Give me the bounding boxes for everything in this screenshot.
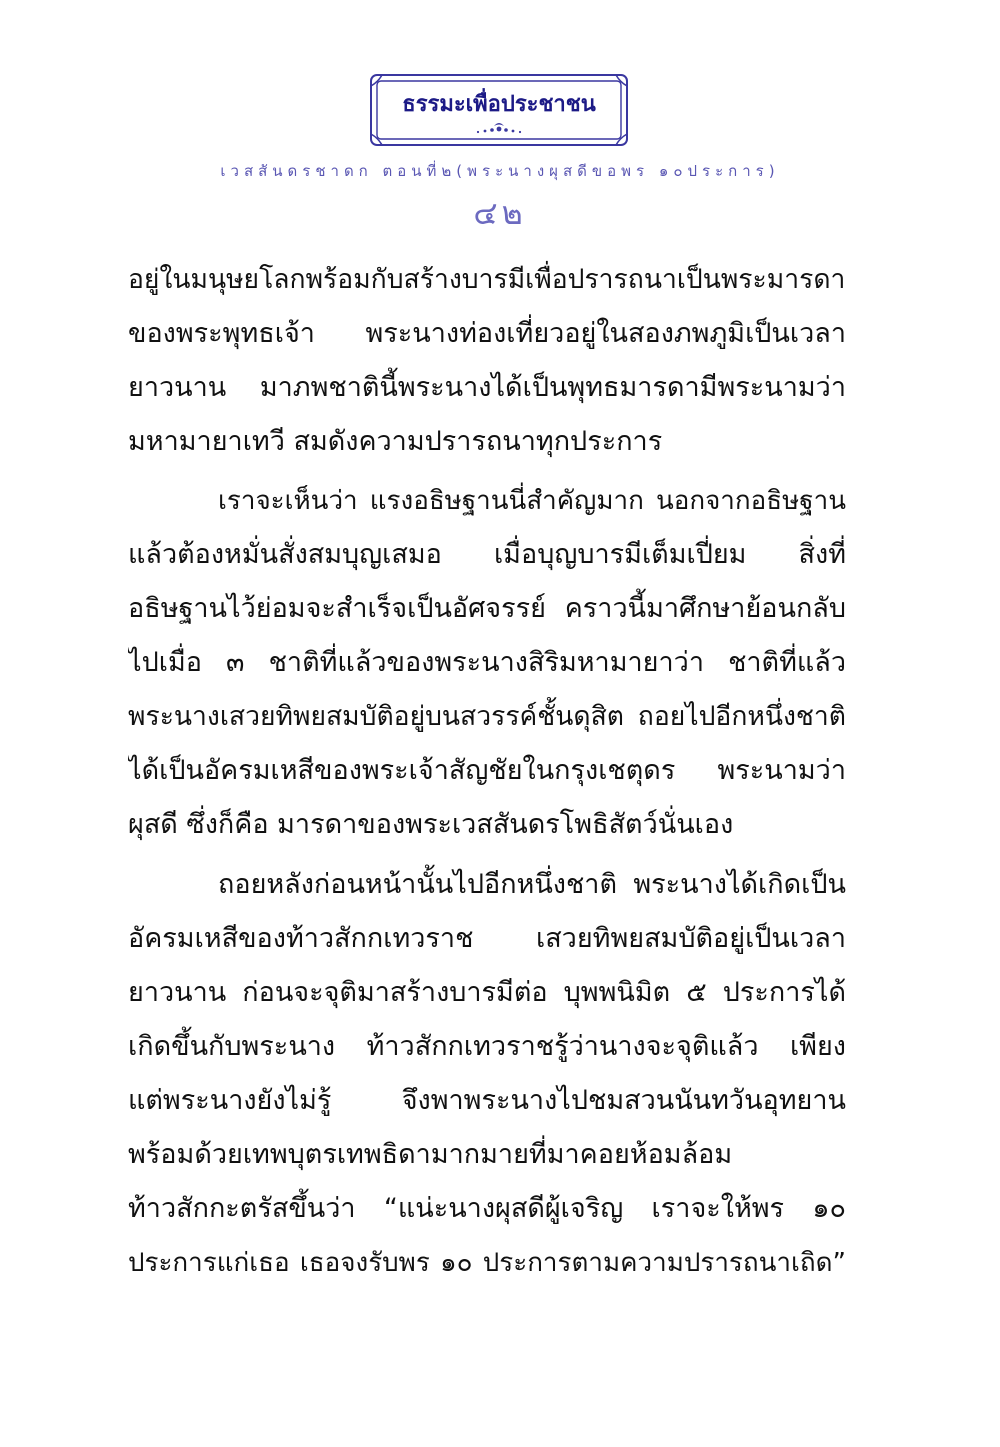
text-line: เกิดขึ้นกับพระนาง ท้าวสักกเทวราชรู้ว่านางจะจุติแล้ว เพียง <box>128 1031 846 1062</box>
text-line: เราจะเห็นว่า แรงอธิษฐานนี่สำคัญมาก นอกจากอธิษฐาน <box>218 486 846 516</box>
page-number: ๔๒ <box>473 194 527 232</box>
text-line: ผุสดี ซึ่งก็คือ มารดาของพระเวสสันดรโพธิสัตว์นั่นเอง <box>128 809 734 840</box>
text-line: ไปเมื่อ ๓ ชาติที่แล้วของพระนางสิริมหามายาว่า ชาติที่แล้ว <box>128 647 846 678</box>
text-line: ท้าวสักกะตรัสขึ้นว่า “แน่ะนางผุสดีผู้เจริญ เราจะให้พร ๑๐ <box>128 1193 846 1224</box>
text-line: มหามายาเทวี สมดังความปรารถนาทุกประการ <box>128 426 663 457</box>
text-line: อัครมเหสีของท้าวสักกเทวราช เสวยทิพยสมบัติอยู่เป็นเวลา <box>128 923 846 954</box>
text-line: อยู่ในมนุษยโลกพร้อมกับสร้างบารมีเพื่อปรารถนาเป็นพระมารดา <box>128 264 846 295</box>
text-line: ยาวนาน ก่อนจะจุติมาสร้างบารมีต่อ บุพพนิมิต ๕ ประการได้ <box>128 977 846 1008</box>
text-line: ประการแก่เธอ เธอจงรับพร ๑๐ ประการตามความปรารถนาเถิด” <box>128 1248 846 1278</box>
text-line: ได้เป็นอัครมเหสีของพระเจ้าสัญชัยในกรุงเชตุดร พระนามว่า <box>128 755 846 786</box>
text-line: ถอยหลังก่อนหน้านั้นไปอีกหนึ่งชาติ พระนางได้เกิดเป็น <box>218 869 846 900</box>
text-line: พระนางเสวยทิพยสมบัติอยู่บนสวรรค์ชั้นดุสิต ถอยไปอีกหนึ่งชาติ <box>128 701 846 732</box>
text-line: ยาวนาน มาภพชาตินี้พระนางได้เป็นพุทธมารดามีพระนามว่า <box>128 372 846 403</box>
text-line: แล้วต้องหมั่นสั่งสมบุญเสมอ เมื่อบุญบารมีเต็มเปี่ยม สิ่งที่ <box>128 539 846 570</box>
text-line: พร้อมด้วยเทพบุตรเทพธิดามากมายที่มาคอยห้อมล้อม <box>128 1139 733 1170</box>
text-line: แต่พระนางยังไม่รู้ จึงพาพระนางไปชมสวนนันทวันอุทยาน <box>128 1085 846 1116</box>
text-line: อธิษฐานไว้ย่อมจะสำเร็จเป็นอัศจรรย์ คราวนี้มาศึกษาย้อนกลับ <box>128 593 846 624</box>
text-line: ของพระพุทธเจ้า พระนางท่องเที่ยวอยู่ในสองภพภูมิเป็นเวลา <box>128 318 846 349</box>
logo-title: ธรรมะเพื่อประชาชน <box>402 92 596 117</box>
running-header: เวสสันดรชาดก ตอนที่๒(พระนางผุสดีขอพร ๑๐ประการ) <box>220 162 780 180</box>
header-logo <box>368 72 630 148</box>
